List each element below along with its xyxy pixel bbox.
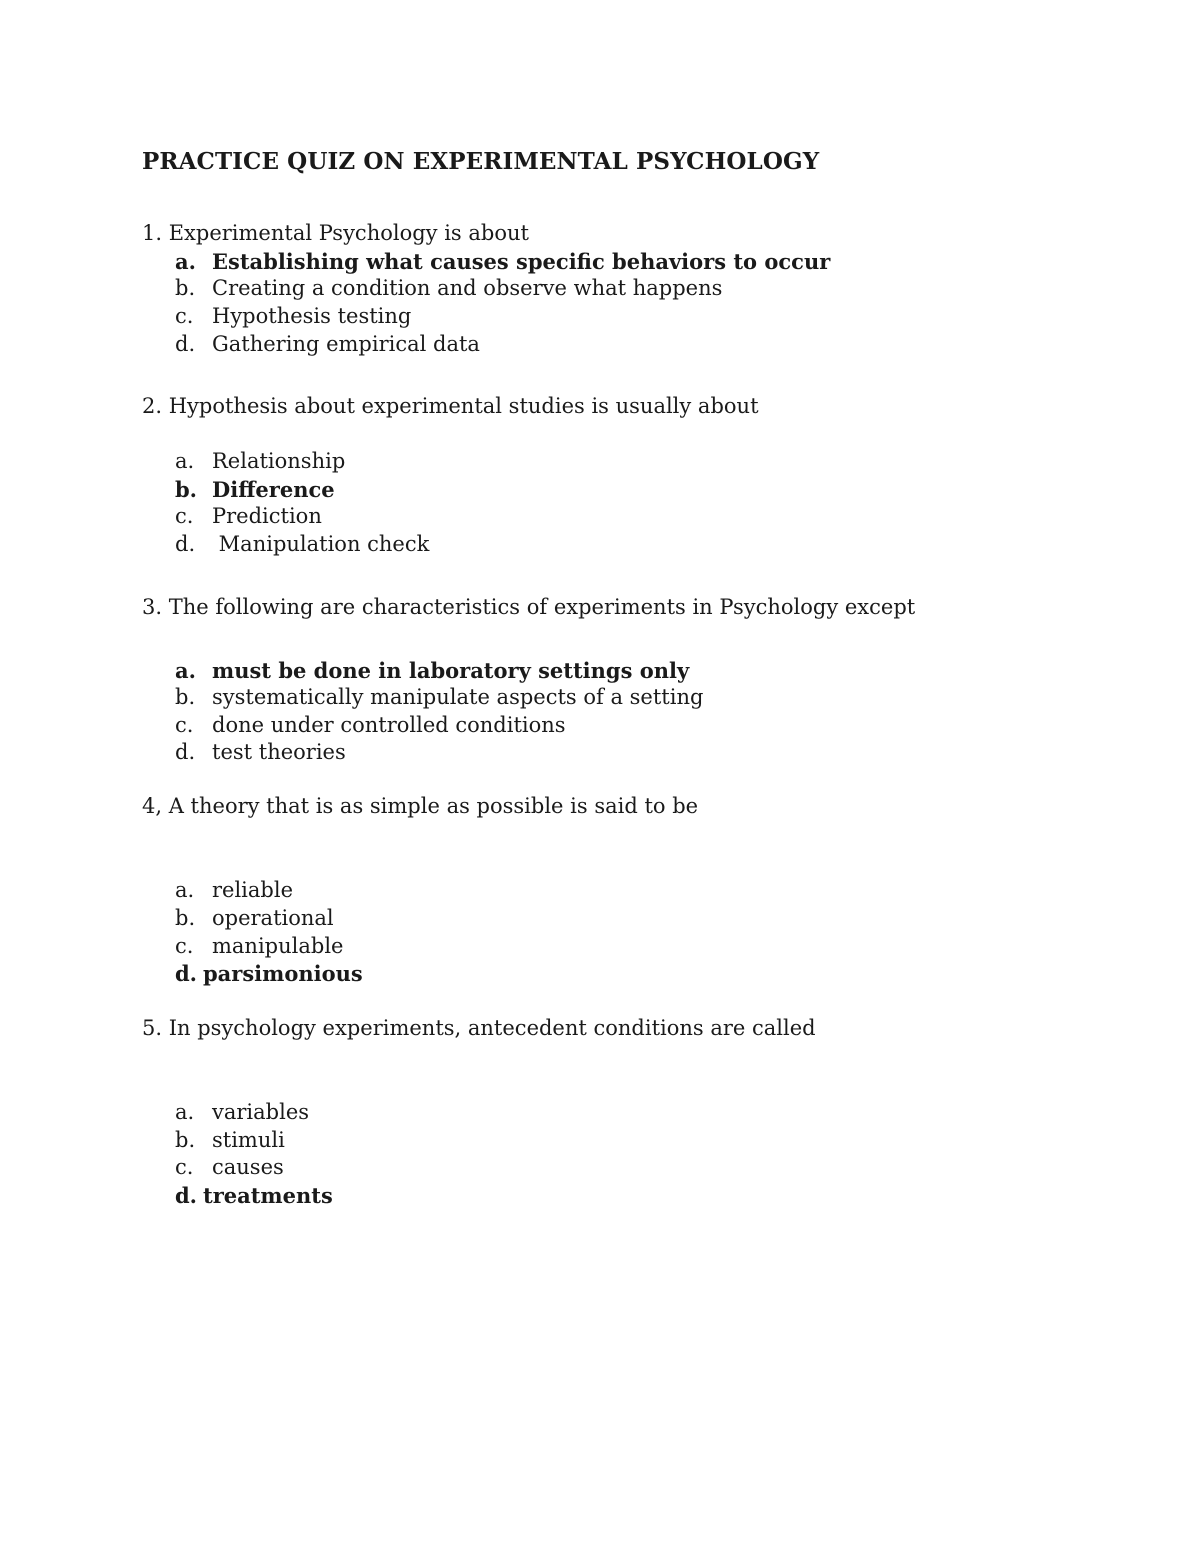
option-text: Manipulation check: [212, 532, 430, 556]
option-letter: a.: [175, 658, 196, 683]
option-letter: a.: [175, 1100, 195, 1124]
question-5-option-d: [175, 1183, 333, 1208]
option-text: Creating a condition and observe what happens: [212, 276, 723, 300]
option-text: systematically manipulate aspects of a setting: [212, 685, 704, 709]
option-text: manipulable: [212, 934, 344, 958]
question-1-option-b: [175, 276, 722, 300]
option-letter: c.: [175, 504, 194, 528]
option-text: reliable: [212, 878, 294, 902]
option-text: done under controlled conditions: [212, 713, 566, 737]
option-text: must be done in laboratory settings only: [212, 658, 690, 683]
question-4-option-a: [175, 878, 293, 902]
option-text: test theories: [212, 740, 346, 764]
question-4-option-d: [175, 961, 363, 986]
option-text: parsimonious: [203, 961, 363, 986]
option-letter: b.: [175, 276, 196, 300]
question-4-option-c: [175, 934, 343, 958]
option-text: variables: [212, 1100, 310, 1124]
option-text: Prediction: [212, 504, 322, 528]
option-letter: d.: [175, 961, 197, 986]
option-text: stimuli: [212, 1128, 285, 1152]
question-5: 5. In psychology experiments, antecedent conditions are called: [142, 1016, 816, 1040]
question-3-option-c: [175, 713, 566, 737]
option-letter: c.: [175, 1155, 194, 1179]
question-2-option-b: [175, 477, 335, 502]
question-1: 1. Experimental Psychology is about: [142, 221, 529, 245]
question-5-option-a: [175, 1100, 309, 1124]
question-1-option-d: [175, 332, 480, 356]
question-3-option-d: [175, 740, 346, 764]
question-2-option-c: [175, 504, 322, 528]
option-letter: b.: [175, 685, 196, 709]
question-2: 2. Hypothesis about experimental studies is usually about: [142, 394, 759, 418]
option-letter: c.: [175, 934, 194, 958]
option-letter: c.: [175, 713, 194, 737]
option-letter: c.: [175, 304, 194, 328]
option-text: Hypothesis testing: [212, 304, 412, 328]
option-letter: d.: [175, 532, 196, 556]
question-5-option-b: [175, 1128, 285, 1152]
page-title: PRACTICE QUIZ ON EXPERIMENTAL PSYCHOLOGY: [142, 148, 820, 175]
question-3: 3. The following are characteristics of experiments in Psychology except: [142, 595, 916, 619]
option-text: Relationship: [212, 449, 346, 473]
question-1-option-a: [175, 249, 830, 274]
option-text: operational: [212, 906, 334, 930]
question-5-option-c: [175, 1155, 284, 1179]
option-letter: b.: [175, 906, 196, 930]
option-text: treatments: [203, 1183, 333, 1208]
question-2-option-a: [175, 449, 345, 473]
question-1-option-c: [175, 304, 411, 328]
question-4: 4, A theory that is as simple as possible is said to be: [142, 794, 699, 818]
question-4-option-b: [175, 906, 334, 930]
option-text: causes: [212, 1155, 284, 1179]
option-letter: d.: [175, 332, 196, 356]
question-3-option-b: [175, 685, 703, 709]
option-letter: d.: [175, 740, 196, 764]
option-letter: b.: [175, 477, 197, 502]
option-text: Difference: [212, 477, 335, 502]
option-text: Gathering empirical data: [212, 332, 480, 356]
question-2-option-d: [175, 532, 429, 556]
question-3-option-a: [175, 658, 689, 683]
option-text: Establishing what causes specific behaviors to occur: [212, 249, 831, 274]
option-letter: a.: [175, 878, 195, 902]
option-letter: d.: [175, 1183, 197, 1208]
option-letter: a.: [175, 249, 196, 274]
option-letter: a.: [175, 449, 195, 473]
option-letter: b.: [175, 1128, 196, 1152]
